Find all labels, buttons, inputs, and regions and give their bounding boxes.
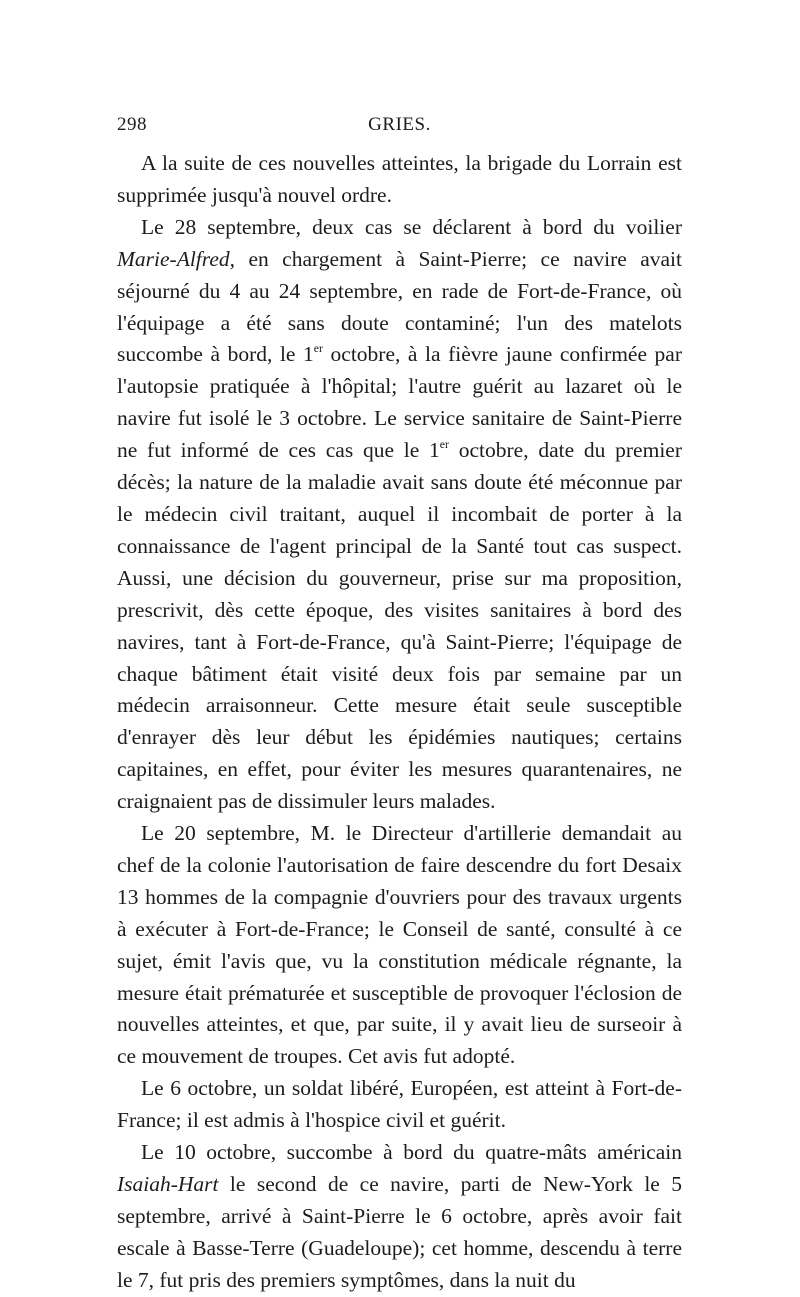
paragraph-soldat: Le 6 octobre, un soldat libéré, Européen, est atteint à Fort-de-France; il est admis à l'hospice civil et guérit. bbox=[117, 1076, 682, 1133]
running-title: GRIES. bbox=[368, 114, 431, 135]
paragraph-marie-alfred bbox=[117, 212, 682, 818]
ship-name: Marie-Alfred bbox=[117, 246, 230, 271]
body-text bbox=[117, 148, 682, 1297]
running-head bbox=[117, 114, 682, 144]
paragraph-isaiah-hart bbox=[117, 1137, 682, 1297]
paragraph-text: octobre, à la fièvre jaune confirmée par l'autopsie pratiquée à l'hôpital; l'autre guérit au lazaret où le navire fut isolé le 3 octobre. Le service sanitaire de Saint-Pierre ne fut informé de ces cas que le 1 bbox=[117, 342, 683, 463]
paragraph-text: Le 28 septembre, deux cas se déclarent à bord du voilier bbox=[141, 214, 682, 239]
page-number: 298 bbox=[117, 114, 147, 135]
paragraph-text: , en chargement à Saint-Pierre; ce navire avait séjourné du 4 au 24 septembre, en rade de Fort-de-France, où l'équipage a été sans doute contaminé; l'un des matelots succombe à bord, le 1 bbox=[117, 246, 682, 367]
ordinal-superscript: er bbox=[439, 437, 449, 452]
ship-name: Isaiah-Hart bbox=[117, 1172, 219, 1196]
paragraph-text: Le 10 octobre, succombe à bord du quatre-mâts américain bbox=[141, 1140, 682, 1165]
paragraph-text: octobre, date du premier décès; la nature de la maladie avait sans doute été méconnue par le médecin civil traitant, auquel il incombait de porter à la connaissance de l'agent principal de la Santé tout cas suspect. Aussi, une décision du gouverneur, prise sur ma proposition, prescrivit, dès cette époque, des visites sanitaires à bord des navires, tant à Fort-de-France, qu'à Saint-Pierre; l'équipage de chaque bâtiment était visité deux fois par semaine par un médecin arraisonneur. Cette mesure était seule susceptible d'enrayer dès leur début les épidémies nautiques; certains capitaines, en effet, pour éviter les mesures quarantenaires, ne craignaient pas de dissimuler leurs malades. bbox=[117, 438, 682, 814]
paragraph-artillerie: Le 20 septembre, M. le Directeur d'artillerie demandait au chef de la colonie l'autorisation de faire descendre du fort Desaix 13 hommes de la compagnie d'ouvriers pour des travaux urgents à exécuter à Fort-de-France; le Conseil de santé, consulté à ce sujet, émit l'avis que, vu la constitution médicale régnante, la mesure était prématurée et susceptible de provoquer l'éclosion de nouvelles atteintes, et que, par suite, il y avait lieu de surseoir à ce mouvement de troupes. Cet avis fut adopté. bbox=[117, 821, 682, 1069]
paragraph-text: le second de ce navire, parti de New-York le 5 septembre, arrivé à Saint-Pierre le 6 octobre, après avoir fait escale à Basse-Terre (Guadeloupe); cet homme, descendu à terre le 7, fut pris des premiers symptômes, dans la nuit du bbox=[117, 1172, 682, 1292]
ordinal-superscript: er bbox=[313, 341, 323, 356]
paragraph-lorrain: A la suite de ces nouvelles atteintes, la brigade du Lorrain est supprimée jusqu'à nouvel ordre. bbox=[117, 151, 682, 207]
